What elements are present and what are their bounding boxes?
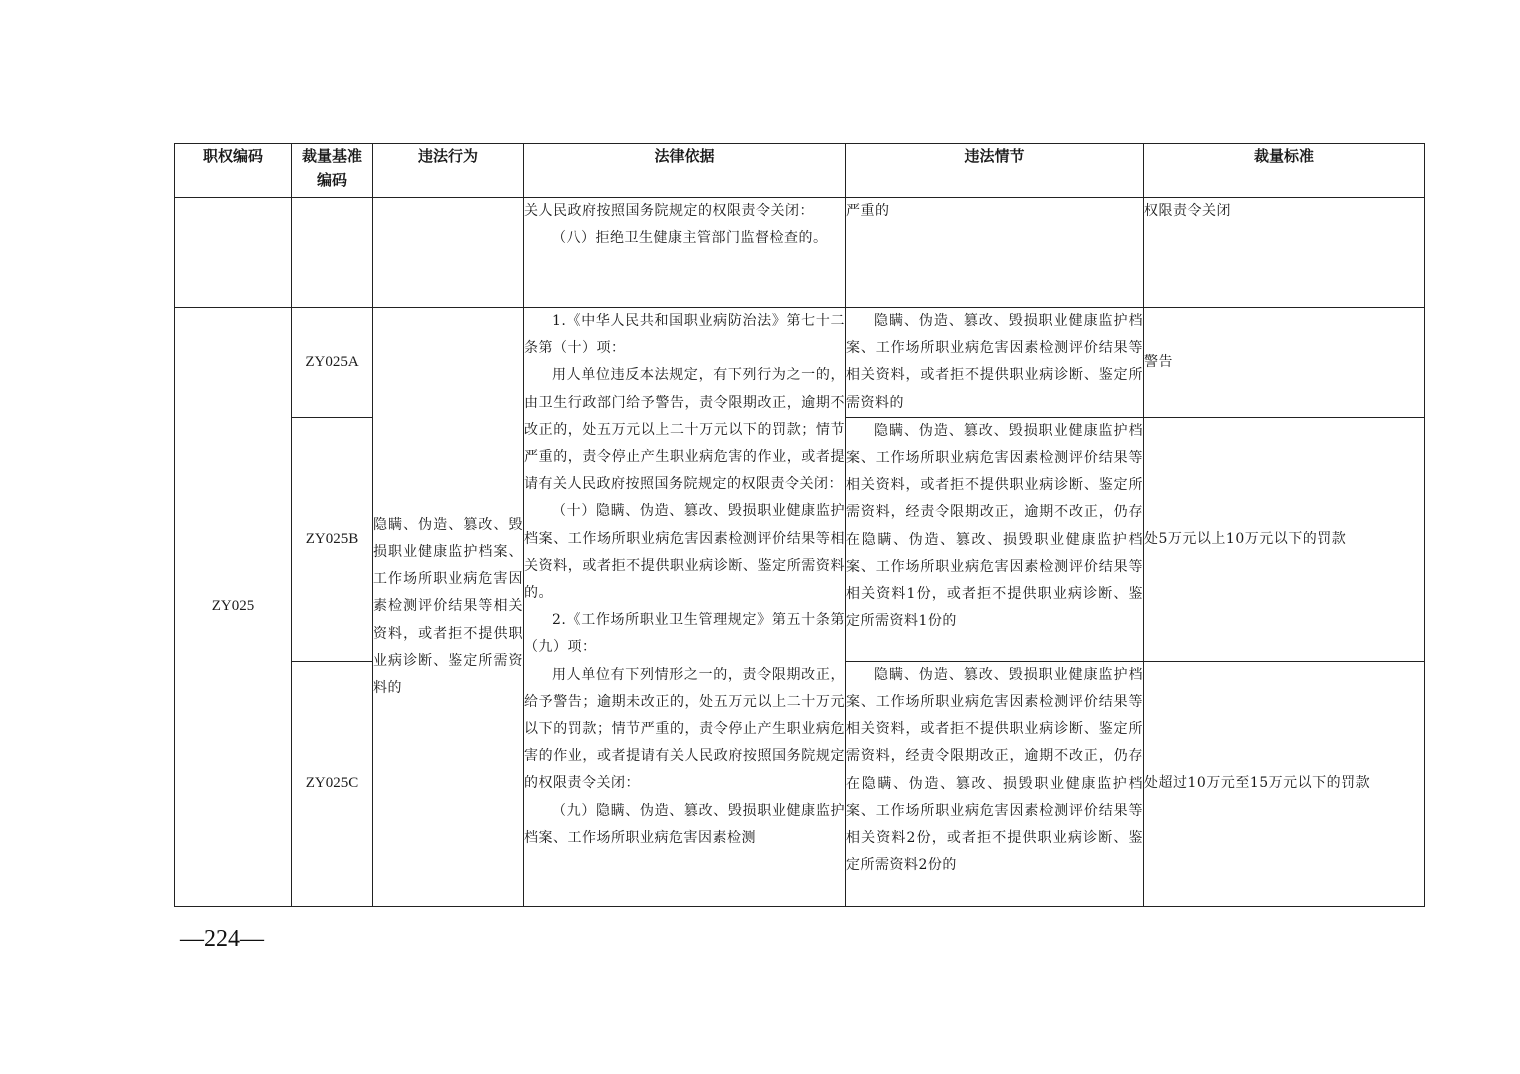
cell-continued-circumstance: 严重的 <box>846 198 1144 308</box>
cell-circumstance <box>846 308 1144 418</box>
header-standard: 裁量标准 <box>1144 144 1425 198</box>
table-row <box>175 308 1425 418</box>
header-benchmark-code-line2: 编码 <box>316 171 347 189</box>
circumstance-text: 隐瞒、伪造、篡改、毁损职业健康监护档案、工作场所职业病危害因素检测评价结果等相关资料，或者拒不提供职业病诊断、鉴定所需资料的 <box>846 313 1143 411</box>
cell-circumstance <box>846 417 1144 661</box>
discretion-standard-table <box>174 143 1425 907</box>
cell-legal-basis <box>524 308 846 907</box>
page-number: —224— <box>180 926 264 952</box>
header-legal-basis: 法律依据 <box>524 144 846 198</box>
cell-empty-violation <box>373 198 524 308</box>
basis-paragraph: 关人民政府按照国务院规定的权限责令关闭： <box>524 203 814 219</box>
cell-circumstance <box>846 661 1144 906</box>
basis-paragraph: （八）拒绝卫生健康主管部门监督检查的。 <box>552 230 828 247</box>
header-authority-code: 职权编码 <box>175 144 292 198</box>
cell-subcode <box>292 417 373 661</box>
subcode: ZY025A <box>305 353 359 370</box>
header-circumstance: 违法情节 <box>846 144 1144 198</box>
authority-code: ZY025 <box>211 598 255 615</box>
circumstance-text: 隐瞒、伪造、篡改、毁损职业健康监护档案、工作场所职业病危害因素检测评价结果等相关资料，或者拒不提供职业病诊断、鉴定所需资料，经责令限期改正，逾期不改正，仍存在隐瞒、伪造、篡改、损毁职业健康监护档案、工作场所职业病危害因素检测评价结果等相关资料1份，或者拒不提供职业病诊断、鉴定所需资料1份的 <box>846 422 1143 630</box>
basis-paragraph: 2.《工作场所职业卫生管理规定》第五十条第（九）项： <box>524 612 845 656</box>
basis-paragraph: 1.《中华人民共和国职业病防治法》第七十二条第（十）项： <box>524 313 845 357</box>
header-benchmark-code-line1: 裁量基准 <box>301 147 362 165</box>
cell-continued-basis <box>524 198 846 308</box>
cell-violation: 隐瞒、伪造、篡改、毁损职业健康监护档案、工作场所职业病危害因素检测评价结果等相关资料，或者拒不提供职业病诊断、鉴定所需资料的 <box>373 308 524 907</box>
cell-empty-subcode <box>292 198 373 308</box>
basis-paragraph: （十）隐瞒、伪造、篡改、毁损职业健康监护档案、工作场所职业病危害因素检测评价结果等相关资料，或者拒不提供职业病诊断、鉴定所需资料的。 <box>524 503 845 602</box>
subcode: ZY025C <box>305 775 359 792</box>
cell-standard: 处5万元以上10万元以下的罚款 <box>1144 417 1425 661</box>
header-benchmark-code <box>292 144 373 198</box>
cell-subcode <box>292 661 373 906</box>
basis-paragraph: 用人单位有下列情形之一的，责令限期改正，给予警告；逾期未改正的，处五万元以上二十万元以下的罚款；情节严重的，责令停止产生职业病危害的作业，或者提请有关人民政府按照国务院规定的权限责令关闭： <box>524 666 845 792</box>
cell-standard: 警告 <box>1144 308 1425 418</box>
table-header-row <box>175 144 1425 198</box>
cell-subcode <box>292 308 373 418</box>
cell-continued-standard: 权限责令关闭 <box>1144 198 1425 308</box>
cell-standard: 处超过10万元至15万元以下的罚款 <box>1144 661 1425 906</box>
table-row-continued <box>175 198 1425 308</box>
basis-paragraph: （九）隐瞒、伪造、篡改、毁损职业健康监护档案、工作场所职业病危害因素检测 <box>524 802 845 846</box>
header-violation: 违法行为 <box>373 144 524 198</box>
cell-empty-code <box>175 198 292 308</box>
circumstance-text: 隐瞒、伪造、篡改、毁损职业健康监护档案、工作场所职业病危害因素检测评价结果等相关资料，或者拒不提供职业病诊断、鉴定所需资料，经责令限期改正，逾期不改正，仍存在隐瞒、伪造、篡改、损毁职业健康监护档案、工作场所职业病危害因素检测评价结果等相关资料2份，或者拒不提供职业病诊断、鉴定所需资料2份的 <box>846 666 1143 874</box>
subcode: ZY025B <box>305 530 359 547</box>
basis-paragraph: 用人单位违反本法规定，有下列行为之一的，由卫生行政部门给予警告，责令限期改正，逾期不改正的，处五万元以上二十万元以下的罚款；情节严重的，责令停止产生职业病危害的作业，或者提请有关人民政府按照国务院规定的权限责令关闭： <box>524 367 845 493</box>
cell-authority-code <box>175 308 292 907</box>
